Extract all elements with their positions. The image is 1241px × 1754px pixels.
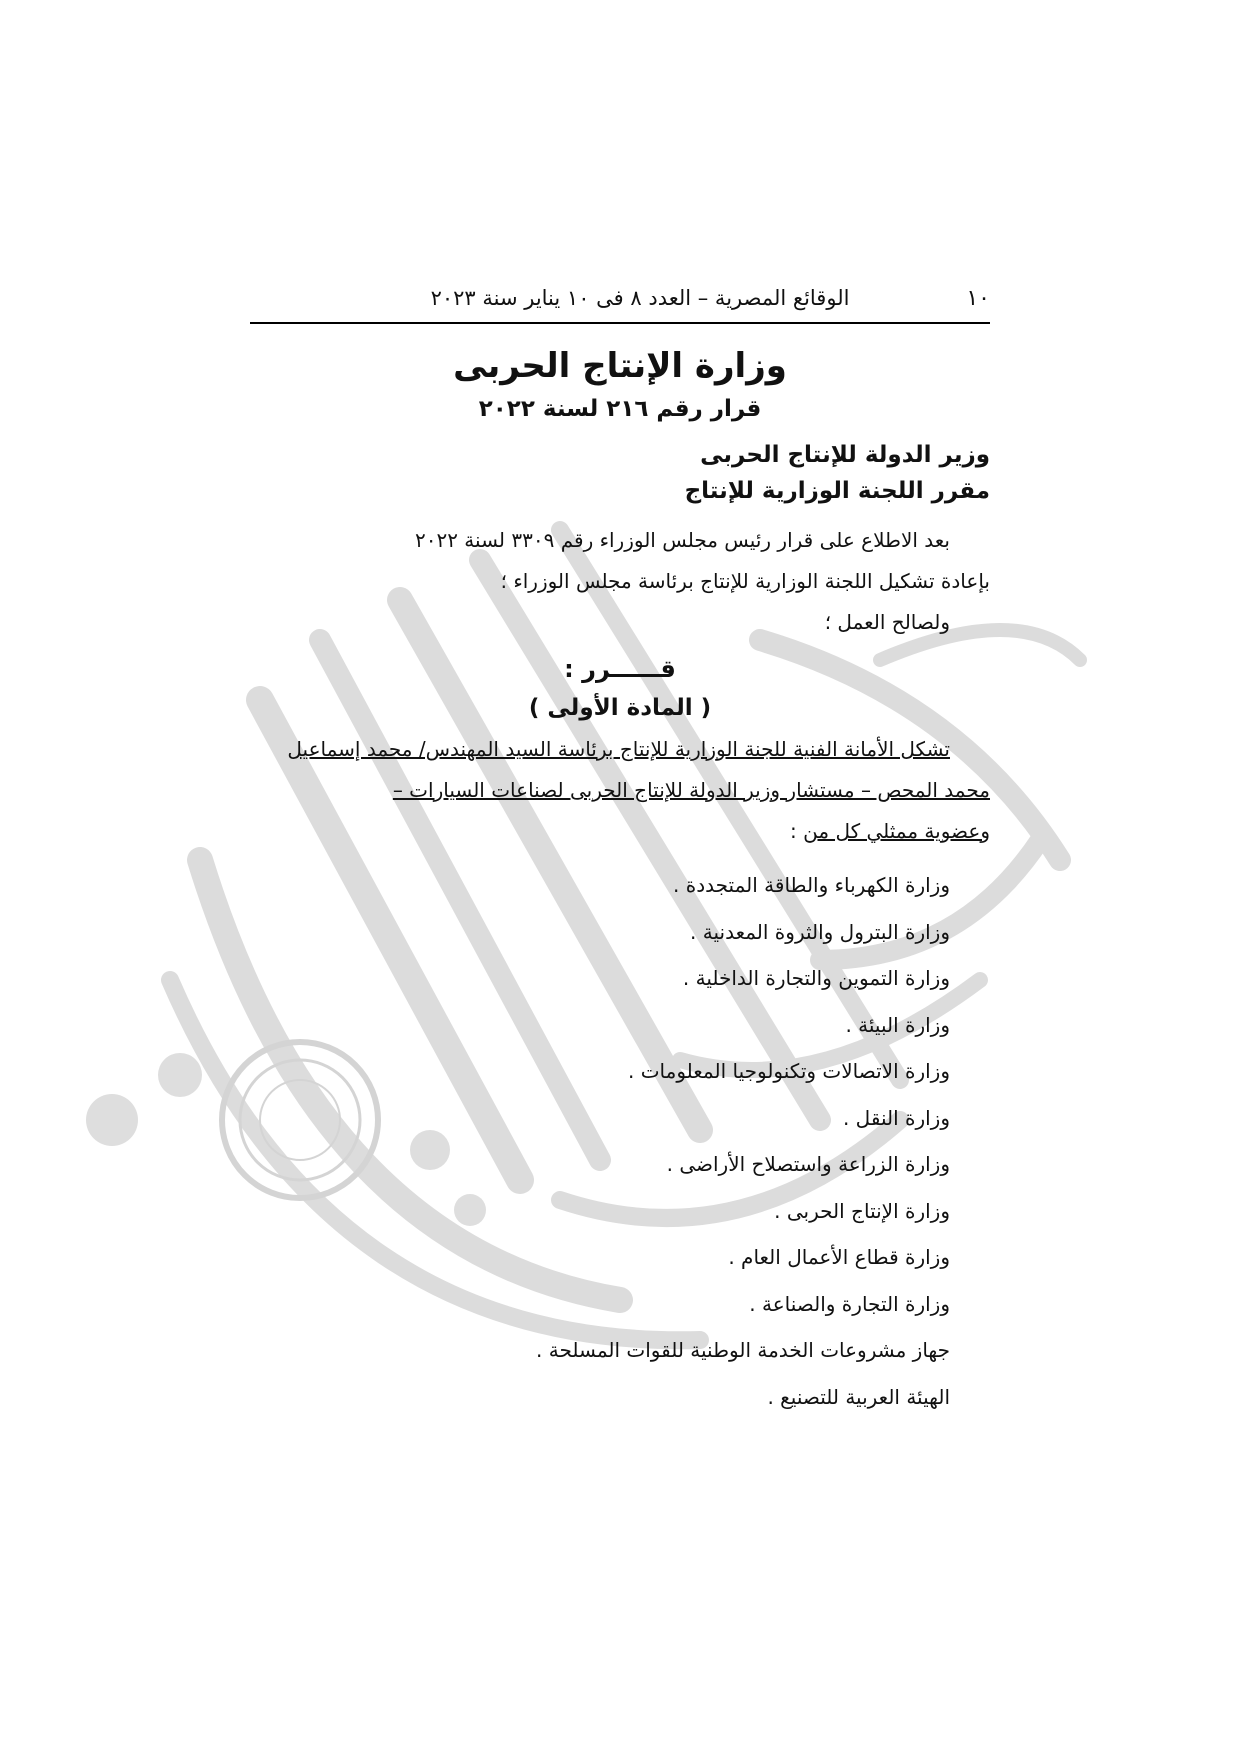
preamble-line-1: بعد الاطلاع على قرار رئيس مجلس الوزراء رقم ٣٣٠٩ لسنة ٢٠٢٢ bbox=[414, 528, 950, 552]
article-line-3-underlined: وعضوية ممثلي كل من bbox=[803, 819, 990, 843]
decided-heading: قــــــرر : bbox=[564, 655, 676, 683]
article-line-2: محمد المحص – مستشار وزير الدولة للإنتاج الحربى لصناعات السيارات – bbox=[392, 778, 990, 802]
article-title: ( المادة الأولى ) bbox=[528, 695, 712, 721]
preamble-line-3: ولصالح العمل ؛ bbox=[824, 610, 950, 634]
preamble-line-2: بإعادة تشكيل اللجنة الوزارية للإنتاج برئاسة مجلس الوزراء ؛ bbox=[500, 569, 990, 593]
article-line-1: تشكل الأمانة الفنية للجنة الوزارية للإنتاج برئاسة السيد المهندس/ محمد إسماعيل bbox=[287, 737, 950, 761]
list-item: وزارة الكهرباء والطاقة المتجددة . bbox=[673, 873, 950, 897]
article-body bbox=[250, 729, 990, 852]
list-item: وزارة الإنتاج الحربى . bbox=[774, 1198, 950, 1223]
list-item: وزارة التجارة والصناعة . bbox=[749, 1291, 950, 1316]
list-item: الهيئة العربية للتصنيع . bbox=[767, 1384, 950, 1409]
page-number: ١٠ bbox=[966, 286, 990, 311]
article-line-3 bbox=[250, 811, 990, 852]
list-item: وزارة البيئة . bbox=[845, 1012, 950, 1037]
issue-line: الوقائع المصرية – العدد ٨ فى ١٠ يناير سنة ٢٠٢٣ bbox=[430, 286, 850, 310]
list-item: وزارة قطاع الأعمال العام . bbox=[728, 1245, 950, 1269]
article-line-3-rest: : bbox=[790, 819, 804, 843]
list-item: وزارة الاتصالات وتكنولوجيا المعلومات . bbox=[627, 1059, 950, 1083]
page-header bbox=[250, 270, 990, 324]
list-item: جهاز مشروعات الخدمة الوطنية للقوات المسلحة . bbox=[536, 1338, 950, 1362]
members-list bbox=[250, 862, 990, 1420]
signer-title: وزير الدولة للإنتاج الحربى bbox=[700, 442, 990, 468]
ministry-title: وزارة الإنتاج الحربى bbox=[453, 346, 787, 386]
list-item: وزارة النقل . bbox=[842, 1105, 950, 1130]
signer-role: مقرر اللجنة الوزارية للإنتاج bbox=[684, 478, 990, 504]
decree-number: قرار رقم ٢١٦ لسنة ٢٠٢٢ bbox=[478, 396, 762, 422]
list-item: وزارة الزراعة واستصلاح الأراضى . bbox=[666, 1152, 950, 1176]
preamble bbox=[250, 520, 990, 643]
list-item: وزارة التموين والتجارة الداخلية . bbox=[682, 966, 950, 990]
document-content bbox=[250, 270, 990, 1420]
list-item: وزارة البترول والثروة المعدنية . bbox=[690, 919, 950, 944]
